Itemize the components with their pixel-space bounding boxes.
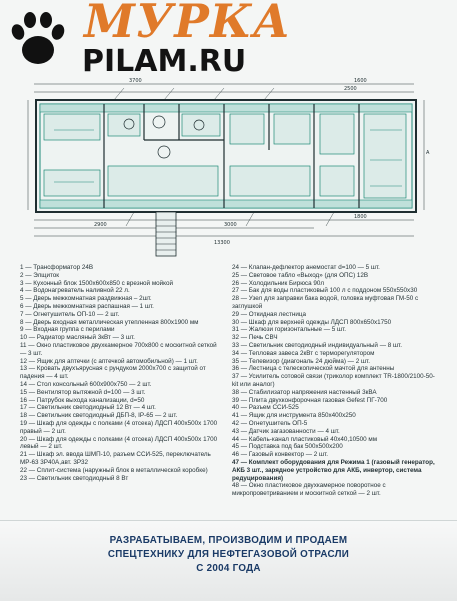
legend-item: 17 — Светильник светодиодный 12 Вт — 4 шт. [20, 404, 156, 412]
legend-item: 25 — Световое табло «Выход» (для ОПС) 12В [232, 271, 369, 279]
legend-item: 29 — Откидная лестница [232, 310, 306, 318]
legend-item: 39 — Плита двухконфорочная газовая Gefest ПГ-700 [232, 396, 388, 404]
footer-line-2: СПЕЦТЕХНИКУ ДЛЯ НЕФТЕГАЗОВОЙ ОТРАСЛИ [107, 549, 350, 560]
legend-item: 1 — Трансформатор 24В [20, 264, 94, 271]
header [0, 0, 457, 78]
dim-13300: 13300 [214, 240, 230, 246]
legend-item: 30 — Шкаф для верхней одежды ЛДСП 800х650х1750 [232, 318, 392, 326]
legend-item: 31 — Жалюзи горизонтальные — 5 шт. [232, 326, 347, 334]
legend [14, 264, 444, 560]
legend-item: 42 — Огнетушитель ОП-5 [232, 419, 308, 427]
footer-line-1: РАЗРАБАТЫВАЕМ, ПРОИЗВОДИМ И ПРОДАЕМ [109, 535, 348, 546]
legend-item: 21 — Шкаф эл. ввода ШМП-10, разъем ССИ-525, переключатель МР-63 3Р40А,авт. 3Р32 [20, 451, 211, 466]
legend-item: 20 — Шкаф для одежды с полками (4 отсека) ЛДСП 400х500х 1700 левый — 2 шт. [20, 435, 218, 451]
dim-3000: 3000 [224, 222, 237, 228]
dim-3700: 3700 [129, 78, 142, 84]
legend-item: 32 — Печь СВЧ [232, 334, 278, 342]
dim-2500: 2500 [344, 86, 357, 92]
legend-item: 34 — Тепловая завеса 2кВт с терморегулятором [232, 349, 375, 357]
legend-left-column [20, 264, 220, 482]
legend-item: 13 — Кровать двухъярусная с рундуком 2000х700 с защитой от падения — 4 шт. [20, 365, 206, 381]
legend-item: 47 — Комплект оборудования для Режима 1 (газовый генератор, АКБ 3 шт., зарядное устройство для АКБ, инвертор, система редуцирования) [232, 458, 435, 482]
legend-item: 3 — Кухонный блок 1500х600х850 с врезной мойкой [20, 279, 174, 287]
legend-item: 37 — Усилитель сотовой связи (триколор комплект TR-1800/2100-50-kit или аналог) [232, 373, 435, 388]
legend-item: 46 — Газовый конвектор — 2 шт. [232, 451, 329, 459]
legend-item: 38 — Стабилизатор напряжения настенный 3кВА [232, 388, 377, 396]
legend-item: 11 — Окно пластиковое двухкамерное 700х800 с москитной сеткой — 3 шт. [20, 341, 217, 357]
legend-item: 22 — Сплит-система (наружный блок в металлической коробке) [20, 466, 208, 474]
floor-plan-drawing [14, 70, 444, 264]
legend-item: 14 — Стол консольный 600х900х750 — 2 шт. [20, 380, 152, 388]
legend-item: 43 — Датчик загазованности — 4 шт. [232, 427, 340, 435]
legend-item: 40 — Разъем ССИ-525 [232, 404, 299, 412]
legend-item: 15 — Вентилятор вытяжной d=100 — 3 шт. [20, 388, 146, 396]
svg-text:A: A [426, 150, 430, 156]
dim-1800: 1800 [354, 214, 367, 220]
legend-item: 24 — Клапан-дефлектор анемостат d=100 — 5 шт. [232, 264, 380, 271]
legend-right-column [232, 264, 440, 498]
legend-item: 10 — Радиатор масляный 3кВт — 3 шт. [20, 334, 135, 342]
footer-line-3: С 2004 ГОДА [196, 563, 261, 574]
legend-item: 5 — Дверь межкомнатная раздвижная – 2шт. [20, 295, 152, 303]
legend-item: 44 — Кабель-канал пластиковый 40х40,10500 мм [232, 435, 378, 443]
footer-banner [0, 520, 457, 601]
dim-1600: 1600 [354, 78, 367, 84]
legend-item: 12 — Ящик для аптечки (с аптечкой автомобильной) — 1 шт. [20, 357, 198, 365]
legend-item: 26 — Холодильник Бирюса 90л [232, 279, 324, 287]
legend-item: 8 — Дверь входная металлическая утепленная 800х1900 мм [20, 318, 199, 326]
legend-item: 6 — Дверь межкомнатная распашная — 1 шт. [20, 302, 154, 310]
dim-2900: 2900 [94, 222, 107, 228]
legend-item: 2 — Элщиток [20, 271, 60, 279]
brand-site: PILAM.RU [82, 44, 247, 79]
legend-item: 19 — Шкаф для одежды с полками (4 отсека) ЛДСП 400х500х 1700 правый — 2 шт. [20, 419, 218, 435]
legend-item: 16 — Патрубок выхода канализации, d=50 [20, 396, 145, 404]
legend-item: 23 — Светильник светодиодный 8 Вт [20, 474, 129, 482]
legend-item: 18 — Светильник светодиодный ДБП-8, IP-65 — 2 шт. [20, 412, 178, 420]
legend-item: 7 — Огнетушитель ОП-10 — 2 шт. [20, 310, 120, 318]
legend-item: 4 — Водонагреватель наливной 22 л. [20, 287, 130, 295]
legend-item: 9 — Входная группа с перилами [20, 326, 115, 334]
legend-item: 33 — Светильник светодиодный индивидуальный — 8 шт. [232, 341, 402, 349]
legend-item: 28 — Узел для заправки бака водой, головка муфтовая ГМ-50 с заглушкой [232, 295, 419, 310]
legend-item: 36 — Лестница с телескопической мачтой для антенны [232, 365, 395, 373]
legend-item: 41 — Ящик для инструмента 850х400х250 [232, 412, 356, 420]
legend-item: 35 — Телевизор (диагональ 24 дюйма) — 2 шт. [232, 357, 370, 365]
brand-title: МУРКА [84, 0, 292, 48]
legend-item: 45 — Подставка под бак 500х500х200 [232, 443, 343, 451]
legend-item: 27 — Бак для воды пластиковый 100 л с поддоном 550х550х30 [232, 287, 418, 295]
legend-item: 48 — Окно пластиковое двухкамерное поворотное с микропроветриванием и москитной сеткой — 2 шт. [232, 482, 386, 498]
paw-logo-icon [8, 6, 68, 70]
